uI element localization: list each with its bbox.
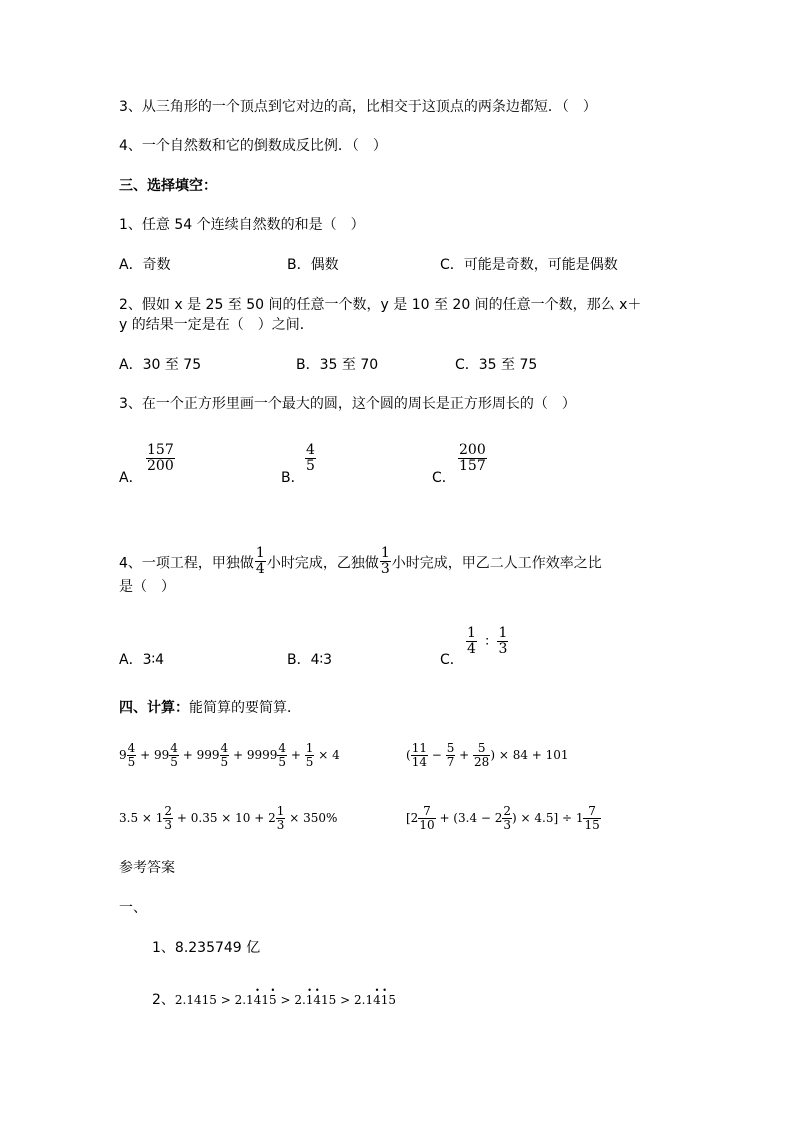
calc-expression-3: 3.5 × 1 $\frac{2}{3}$ + 0.35 × 10 + 2 $\frac{1}{3}$ × 350% — [119, 804, 338, 833]
answer-1: 1、8.235749 亿 — [152, 940, 261, 956]
s3-q3-stem: 3、在一个正方形里画一个最大的圆，这个圆的周长是正方形周长的（ ） — [119, 396, 576, 412]
s3-q1-stem: 1、任意 54 个连续自然数的和是（ ） — [119, 217, 365, 233]
s3-q4-option-b: B．4∶3 — [287, 652, 333, 668]
section-4-title-bold: 四、计算： — [119, 700, 189, 716]
s3-q2-stem-line2: y 的结果一定是在（ ）之间． — [119, 317, 314, 333]
s3-q1-option-c: C．可能是奇数，可能是偶数 — [440, 257, 618, 273]
ratio-fraction-2: $\frac{1}{3}$ — [498, 625, 508, 658]
s3-q4-option-c-ratio — [466, 626, 508, 658]
ratio-fraction-1: $\frac{1}{4}$ — [467, 625, 476, 658]
judge-question-4: 4、一个自然数和它的倒数成反比例．（ ） — [119, 138, 387, 154]
s3-q2-option-c: C．35 至 75 — [455, 357, 538, 373]
fraction-denominator: 200 — [147, 458, 174, 475]
section-4-title — [119, 698, 301, 718]
judge-question-3: 3、从三角形的一个顶点到它对边的高，比相交于这顶点的两条边都短．（ ） — [119, 99, 597, 115]
s3-q4-stem-line2: 是（ ） — [119, 579, 175, 595]
s3-q1-option-b: B．偶数 — [287, 257, 339, 273]
s3-q3-option-c-label: C． — [432, 470, 456, 486]
s3-q4-stem-part1: 4、一项工程，甲独做 — [119, 555, 254, 572]
calc-expression-4: [2 $\frac{7}{10}$ + (3.4 − 2 $\frac{2}{3}$ ) × 4.5] ÷ 1 $\frac{7}{15}$ — [406, 804, 600, 833]
s3-q3-option-a-fraction — [146, 443, 175, 475]
s3-q2-option-a: A．30 至 75 — [119, 357, 202, 373]
s3-q4-stem-part3: 小时完成，甲乙二人工作效率之比 — [391, 555, 602, 572]
s3-q4-stem-line1 — [119, 546, 602, 578]
answers-section-1: 一、 — [119, 900, 147, 916]
fraction-numerator: 4 — [306, 442, 315, 458]
s3-q4-fraction-2: $\frac{1}{3}$ — [380, 545, 390, 578]
s3-q3-option-b-label: B． — [281, 470, 305, 486]
s3-q3-option-b-fraction — [305, 443, 316, 475]
fraction-numerator: 200 — [459, 442, 486, 458]
s3-q4-option-a: A．3∶4 — [119, 652, 165, 668]
section-4-title-rest: 能简算的要简算． — [189, 700, 301, 716]
calc-expression-1: 9 $\frac{4}{5}$ + 99 $\frac{4}{5}$ + 999 $\frac{4}{5}$ + 9999 $\frac{4}{5}$ + $\frac{1}{5}$ × 4 — [119, 741, 340, 770]
s3-q4-stem-part2: 小时完成，乙独做 — [266, 555, 379, 572]
s3-q1-option-a: A．奇数 — [119, 257, 171, 273]
s3-q3-option-c-fraction — [458, 443, 487, 475]
s3-q2-option-b: B．35 至 70 — [296, 357, 379, 373]
s3-q3-option-a-label: A． — [119, 470, 143, 486]
s3-q2-stem-line1: 2、假如 x 是 25 至 50 间的任意一个数，y 是 10 至 20 间的任意一个数，那么 x＋ — [119, 297, 642, 313]
fraction-numerator: 157 — [147, 442, 174, 458]
fraction-denominator: 157 — [459, 458, 486, 475]
ratio-separator: ∶ — [485, 633, 490, 650]
answer-2-label: 2、 — [152, 992, 175, 1008]
section-3-title: 三、选择填空： — [119, 178, 217, 194]
calc-expression-2: ( $\frac{11}{14}$ − $\frac{5}{7}$ + $\frac{5}{28}$ ) × 84 + 101 — [406, 741, 569, 770]
s3-q4-fraction-1: $\frac{1}{4}$ — [255, 545, 265, 578]
fraction-denominator: 5 — [306, 458, 315, 475]
s3-q4-option-c-label: C． — [440, 652, 464, 668]
answer-2 — [152, 990, 396, 1010]
answer-2-expression: 2.1415 > 2.14 •15 • > 2.1 •4 •15 > 2.14 •1 •5 — [175, 993, 396, 1007]
answers-title: 参考答案 — [119, 860, 175, 876]
